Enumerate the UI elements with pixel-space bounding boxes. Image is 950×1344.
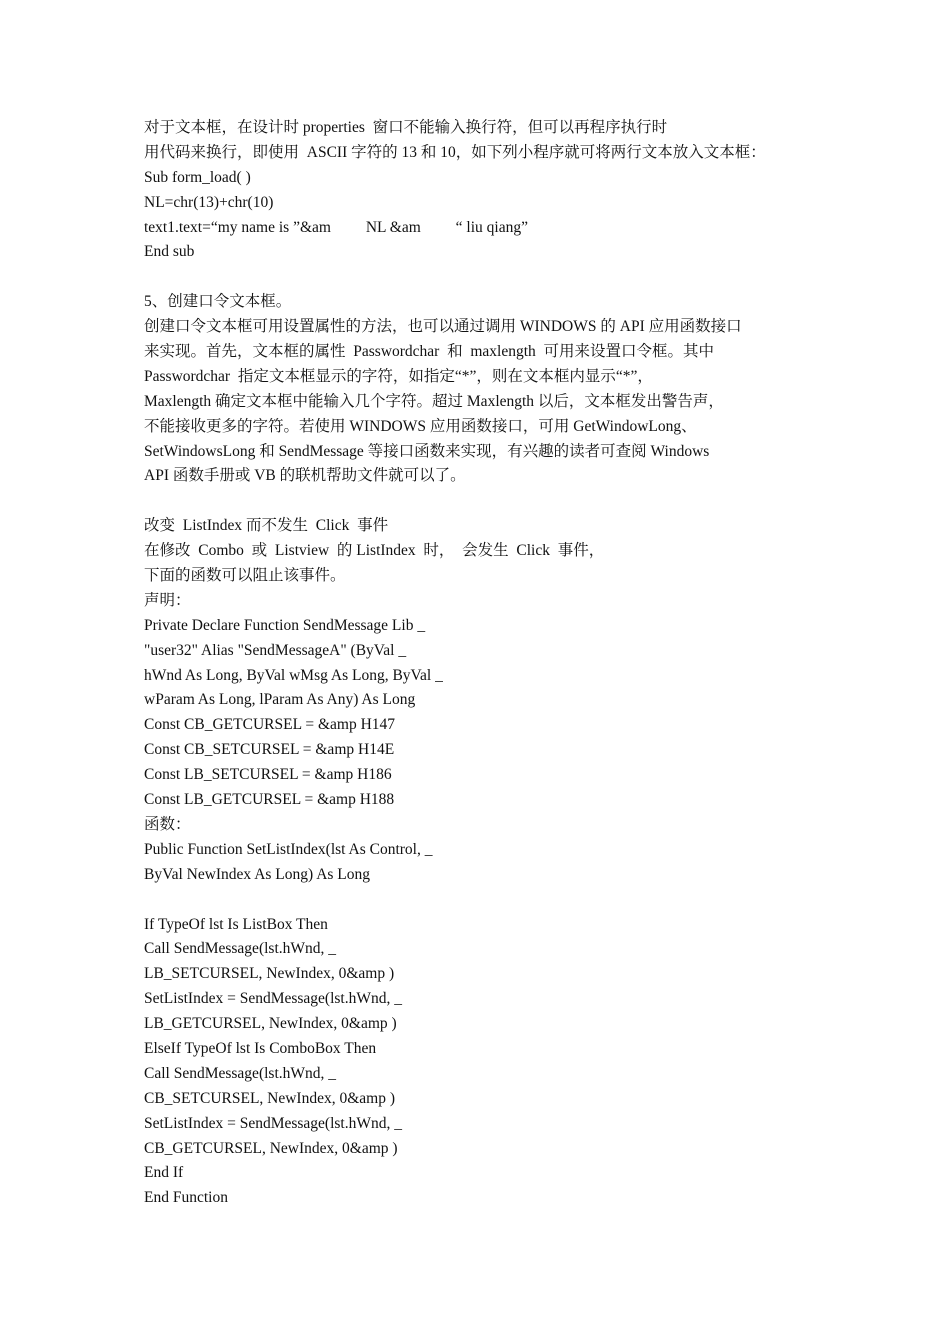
code-line: hWnd As Long, ByVal wMsg As Long, ByVal _	[144, 666, 443, 684]
code-line: Sub form_load( )	[144, 168, 251, 186]
code-line: CB_GETCURSEL, NewIndex, 0&amp )	[144, 1139, 398, 1157]
code-line: wParam As Long, lParam As Any) As Long	[144, 691, 416, 709]
code-line: LB_SETCURSEL, NewIndex, 0&amp )	[144, 965, 395, 983]
code-line: text1.text=“my name is ”&am NL &am “ liu qiang”	[144, 218, 528, 236]
text-line: 在修改 Combo 或 Listview 的 ListIndex 时， 会发生 Click 事件，	[144, 542, 605, 560]
code-line: Const LB_SETCURSEL = &amp H186	[144, 766, 392, 784]
code-line: End Function	[144, 1189, 228, 1207]
text-line: 用代码来换行，即使用 ASCII 字符的 13 和 10，如下列小程序就可将两行文本放入文本框：	[144, 143, 766, 161]
code-line: If TypeOf lst Is ListBox Then	[144, 915, 328, 933]
text-line: API 函数手册或 VB 的联机帮助文件就可以了。	[144, 467, 466, 485]
text-line: 下面的函数可以阻止该事件。	[144, 567, 346, 585]
code-line: Const LB_GETCURSEL = &amp H188	[144, 791, 395, 809]
code-line: Const CB_GETCURSEL = &amp H147	[144, 716, 396, 734]
code-line: NL=chr(13)+chr(10)	[144, 193, 274, 211]
code-line: ByVal NewIndex As Long) As Long	[144, 865, 371, 883]
code-line: Call SendMessage(lst.hWnd, _	[144, 940, 337, 958]
section-heading: 5、创建口令文本框。	[144, 293, 292, 311]
code-line: CB_SETCURSEL, NewIndex, 0&amp )	[144, 1089, 395, 1107]
code-line: LB_GETCURSEL, NewIndex, 0&amp )	[144, 1015, 397, 1033]
code-line: ElseIf TypeOf lst Is ComboBox Then	[144, 1039, 377, 1057]
text-line: 对于文本框，在设计时 properties 窗口不能输入换行符，但可以再程序执行时	[144, 119, 668, 136]
code-line: SetListIndex = SendMessage(lst.hWnd, _	[144, 990, 402, 1008]
text-line: 函数：	[144, 815, 191, 833]
text-line: 创建口令文本框可用设置属性的方法，也可以通过调用 WINDOWS 的 API 应用函数接口	[144, 318, 742, 336]
code-line: SetListIndex = SendMessage(lst.hWnd, _	[144, 1114, 402, 1132]
text-line: 不能接收更多的字符。若使用 WINDOWS 应用函数接口，可用 GetWindowLong、	[144, 417, 697, 435]
code-line: End If	[144, 1164, 184, 1182]
code-line: "user32" Alias "SendMessageA" (ByVal _	[144, 641, 407, 659]
document-body	[144, 116, 814, 1211]
blank-line	[144, 888, 814, 913]
text-line: SetWindowsLong 和 SendMessage 等接口函数来实现，有兴趣的读者可查阅 Windows	[144, 442, 710, 460]
code-line: Private Declare Function SendMessage Lib _	[144, 616, 426, 634]
code-line: Call SendMessage(lst.hWnd, _	[144, 1064, 337, 1082]
blank-line	[144, 489, 814, 514]
code-line: Public Function SetListIndex(lst As Control, _	[144, 840, 433, 858]
code-line: End sub	[144, 243, 195, 261]
text-line: 声明：	[144, 591, 191, 609]
code-line: Const CB_SETCURSEL = &amp H14E	[144, 741, 395, 759]
blank-line	[144, 265, 814, 290]
section-heading: 改变 ListIndex 而不发生 Click 事件	[144, 517, 389, 535]
text-line: 来实现。首先，文本框的属性 Passwordchar 和 maxlength 可用来设置口令框。其中	[144, 343, 715, 361]
text-line: Passwordchar 指定文本框显示的字符，如指定“*”，则在文本框内显示“*”，	[144, 367, 653, 385]
text-line: Maxlength 确定文本框中能输入几个字符。超过 Maxlength 以后，文本框发出警告声，	[144, 392, 724, 410]
